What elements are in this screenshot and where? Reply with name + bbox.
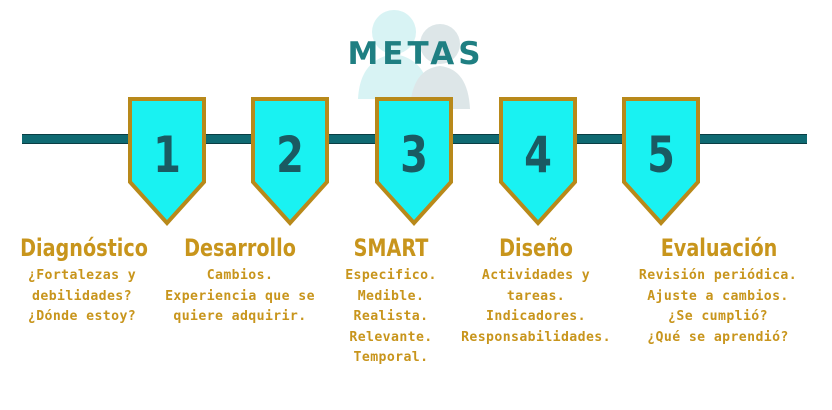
diagram-title: METAS [347,36,485,72]
step-3-number: 3 [400,126,428,184]
step-4-description [434,265,639,347]
step-2-banner [250,96,330,226]
step-3-line: Medible. [357,287,425,304]
step-2-number: 2 [276,126,304,184]
step-5-description [616,265,821,347]
step-5-banner [621,96,701,226]
step-4-banner [498,96,578,226]
step-5-title: Evaluación [660,234,778,262]
step-4-line: Indicadores. [486,308,586,324]
step-5-line: ¿Qué se aprendió? [647,328,789,345]
step-1-banner [127,96,207,226]
step-3-banner [374,96,454,226]
step-5-line: Ajuste a cambios. [647,287,789,304]
step-5-line: ¿Se cumplió? [668,308,768,324]
step-4-line: tareas. [506,287,566,304]
step-3-line: Relevante. [349,328,433,345]
step-5-number: 5 [647,126,675,184]
step-5-line: Revisión periódica. [638,267,798,283]
step-1-line: ¿Dónde estoy? [27,308,137,324]
step-2-line: Experiencia que se [165,287,315,304]
step-3-line: Realista. [353,308,429,324]
step-4-line: Actividades y [481,267,591,283]
step-3-title: SMART [353,234,429,262]
step-3-line: Temporal. [353,349,429,365]
step-1-line: ¿Fortalezas y [27,267,137,283]
step-4-title: Diseño [499,234,573,262]
step-2-title: Desarrollo [184,234,296,262]
step-2-line: Cambios. [206,267,274,283]
step-1-line: debilidades? [32,287,132,304]
step-1-number: 1 [153,126,181,184]
step-4-number: 4 [524,126,552,184]
step-2-line: quiere adquirir. [173,308,307,324]
step-1-title: Diagnóstico [20,234,148,262]
step-3-line: Especifico. [345,267,437,283]
step-4-line: Responsabilidades. [461,328,611,345]
